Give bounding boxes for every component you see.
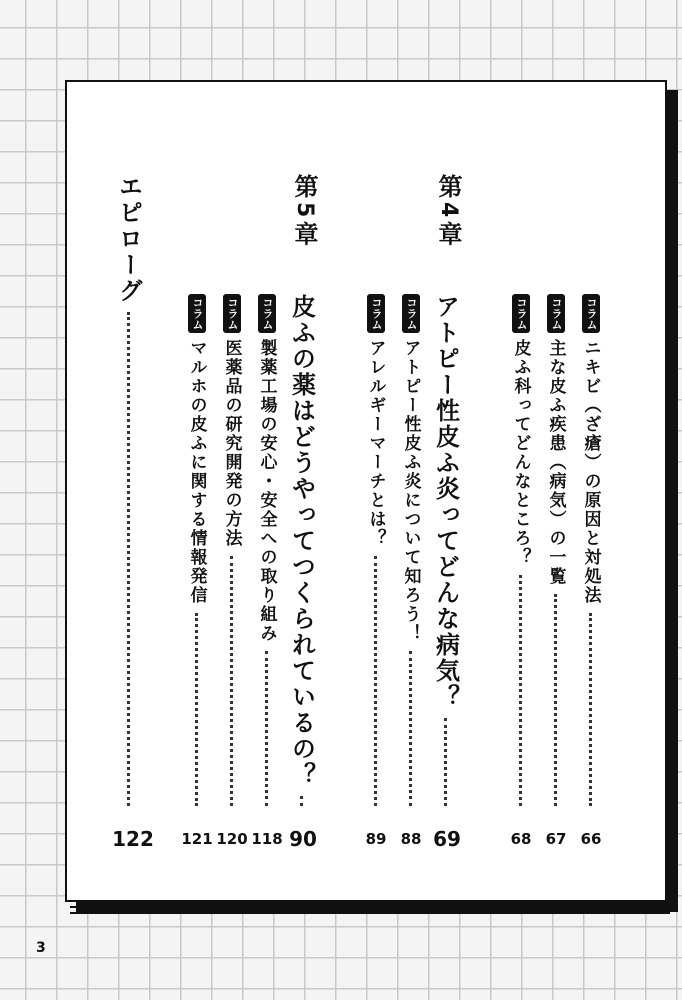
leader-dots [230, 556, 233, 806]
page-ref: 89 [365, 830, 387, 848]
entry-title: 皮ふの薬はどうやってつくられているの？ [287, 294, 316, 788]
column-badge: コラム [367, 294, 385, 333]
leader-dots [444, 718, 447, 806]
toc-entry-chapter-4[interactable] [429, 294, 463, 814]
page-ref: 66 [580, 830, 602, 848]
paper-edge [70, 906, 670, 908]
toc-entry-maruho[interactable] [180, 294, 214, 814]
toc-entry-chapter-5[interactable] [285, 294, 319, 814]
toc-entry-diseases[interactable] [539, 294, 573, 814]
entry-title: アレルギーマーチとは？ [365, 339, 386, 548]
entry-title: ニキビ（ざ瘡）の原因と対処法 [580, 339, 601, 605]
column-badge: コラム [188, 294, 206, 333]
page-ref: 68 [510, 830, 532, 848]
toc-entry-dermatology[interactable] [504, 294, 538, 814]
leader-dots [409, 651, 412, 806]
page-ref: 88 [400, 830, 422, 848]
toc-entry-epilogue[interactable] [112, 174, 146, 814]
page-ref: 120 [216, 830, 248, 848]
paper-edge [70, 912, 670, 914]
leader-dots [589, 613, 592, 806]
toc-entry-nikibi[interactable] [574, 294, 608, 814]
toc-page [65, 80, 667, 902]
toc-entry-allergy-march[interactable] [359, 294, 393, 814]
chapter-5-label: 第5章 [290, 174, 318, 250]
entry-title: 主な皮ふ疾患（病気）の一覧 [545, 339, 566, 586]
toc-entry-factory[interactable] [250, 294, 284, 814]
column-badge: コラム [223, 294, 241, 333]
toc-entry-atopy[interactable] [394, 294, 428, 814]
column-badge: コラム [402, 294, 420, 333]
entry-title: 製薬工場の安心・安全への取り組み [256, 339, 277, 643]
column-badge: コラム [547, 294, 565, 333]
chapter-4-label: 第4章 [434, 174, 462, 250]
leader-dots [554, 594, 557, 806]
leader-dots [519, 575, 522, 806]
entry-title: マルホの皮ふに関する情報発信 [186, 339, 207, 605]
entry-title: 皮ふ科ってどんなところ？ [510, 339, 531, 567]
leader-dots [374, 556, 377, 806]
page-ref: 121 [181, 830, 213, 848]
toc-entry-research[interactable] [215, 294, 249, 814]
leader-dots [127, 312, 130, 806]
entry-title: エピローグ [114, 174, 143, 304]
leader-dots [265, 651, 268, 806]
column-badge: コラム [258, 294, 276, 333]
page-ref: 118 [251, 830, 283, 848]
leader-dots [300, 796, 303, 806]
page-ref: 122 [112, 827, 154, 851]
page-ref: 69 [433, 827, 461, 851]
page-number: 3 [36, 940, 46, 956]
page-ref: 90 [289, 827, 317, 851]
page-ref: 67 [545, 830, 567, 848]
entry-title: 医薬品の研究開発の方法 [221, 339, 242, 548]
leader-dots [195, 613, 198, 806]
entry-title: アトピー性皮ふ炎について知ろう！ [400, 339, 421, 643]
column-badge: コラム [512, 294, 530, 333]
entry-title: アトピー性皮ふ炎ってどんな病気？ [431, 294, 460, 710]
column-badge: コラム [582, 294, 600, 333]
